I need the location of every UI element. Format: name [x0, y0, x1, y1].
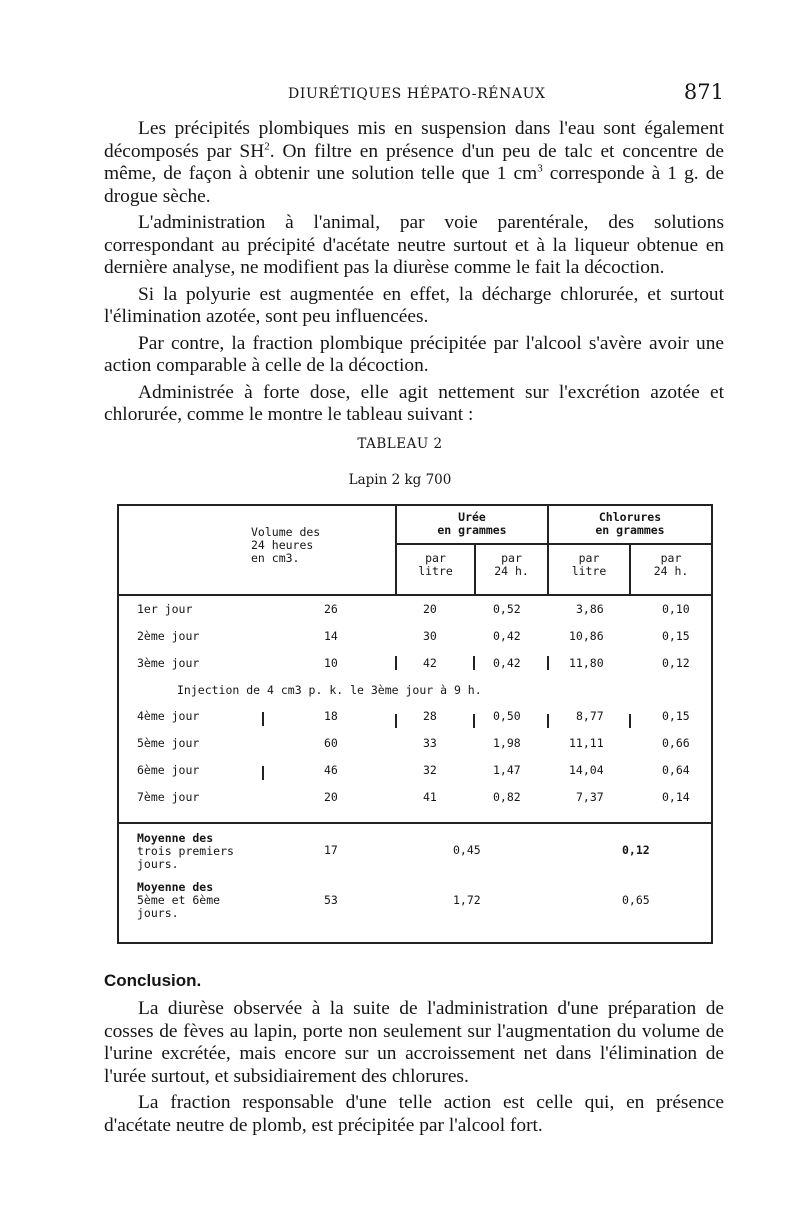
row-label: 7ème jour	[137, 790, 200, 804]
cell-chl-24h: 0,14	[662, 790, 690, 804]
cell-chl-24h: 0,64	[662, 763, 690, 777]
running-title: DIURÉTIQUES HÉPATO-RÉNAUX	[288, 86, 546, 102]
cell-uree-litre: 20	[423, 602, 437, 616]
cell-volume: 18	[324, 709, 338, 723]
paragraph: Par contre, la fraction plombique précipitée par l'alcool s'avère avoir une action comparable à celle de la décoction.	[104, 332, 724, 376]
cell-uree-24h: 0,50	[493, 709, 521, 723]
cell-uree-24h: 1,98	[493, 736, 521, 750]
paragraph: Les précipités plombiques mis en suspension dans l'eau sont également décomposés par $SH^2$. On filtre en présence d'un peu de talc et concentre de même, de façon à obtenir une solution telle que 1 $cm^3$ corresponde à 1 g. de drogue sèche.	[104, 118, 724, 207]
table-title: TABLEAU 2	[357, 436, 443, 452]
cell-uree-litre: 41	[423, 790, 437, 804]
row-label: 2ème jour	[137, 629, 200, 643]
paragraph: L'administration à l'animal, par voie parentérale, des solutions correspondant au précipité d'acétate neutre surtout et à la liqueur obtenue en dernière analyse, ne modifient pas la diurèse comme le fait la décoction.	[104, 212, 724, 278]
cell-chl-24h: 0,15	[662, 709, 690, 723]
cell-chl-litre: 11,80	[569, 656, 604, 670]
table-rule	[629, 714, 631, 728]
row-label: 5ème jour	[137, 736, 200, 750]
cell-chl-litre: 8,77	[576, 709, 604, 723]
row-label: 3ème jour	[137, 656, 200, 670]
table-rule	[119, 822, 711, 824]
table-rule	[395, 543, 711, 545]
average-volume: 53	[324, 893, 338, 907]
cell-chl-24h: 0,66	[662, 736, 690, 750]
average-chlorures: 0,65	[622, 893, 650, 907]
row-label: 1er jour	[137, 602, 193, 616]
cell-uree-litre: 28	[423, 709, 437, 723]
header-volume: Volume des 24 heures en cm3.	[251, 525, 321, 565]
cell-uree-24h: 0,82	[493, 790, 521, 804]
cell-uree-24h: 0,42	[493, 656, 521, 670]
conclusion-heading: Conclusion.	[104, 971, 202, 990]
average-label: Moyenne des 5ème et 6ème jours.	[137, 880, 221, 920]
table-rule	[547, 714, 549, 728]
cell-chl-litre: 11,11	[569, 736, 604, 750]
cell-chl-24h: 0,15	[662, 629, 690, 643]
cell-chl-24h: 0,10	[662, 602, 690, 616]
running-head	[110, 80, 724, 110]
header-chl-par-24h: par 24 h.	[653, 551, 689, 578]
cell-chl-litre: 10,86	[569, 629, 604, 643]
conclusion-text	[104, 998, 724, 1141]
average-uree: 0,45	[453, 843, 481, 857]
cell-volume: 26	[324, 602, 338, 616]
paragraph: Si la polyurie est augmentée en effet, la décharge chlorurée, et surtout l'élimination azotée, sont peu influencées.	[104, 283, 724, 327]
cell-uree-24h: 0,52	[493, 602, 521, 616]
header-chlorures: Chlorures en grammes	[595, 510, 665, 537]
table-rule	[547, 656, 549, 670]
cell-uree-24h: 1,47	[493, 763, 521, 777]
cell-volume: 46	[324, 763, 338, 777]
cell-volume: 20	[324, 790, 338, 804]
cell-uree-24h: 0,42	[493, 629, 521, 643]
cell-volume: 10	[324, 656, 338, 670]
intro-text	[104, 118, 724, 431]
table-rule	[473, 656, 475, 670]
paragraph: La fraction responsable d'une telle action est celle qui, en présence d'acétate neutre de plomb, est précipitée par l'alcool fort.	[104, 1092, 724, 1136]
header-uree: Urée en grammes	[437, 510, 507, 537]
cell-chl-litre: 3,86	[576, 602, 604, 616]
injection-note: Injection de 4 cm3 p. k. le 3ème jour à 9 h.	[177, 683, 482, 697]
table-rule	[262, 712, 264, 726]
cell-uree-litre: 30	[423, 629, 437, 643]
header-uree-par-24h: par 24 h.	[494, 551, 529, 578]
average-chlorures: 0,12	[622, 843, 650, 857]
cell-chl-litre: 14,04	[569, 763, 604, 777]
paragraph: Administrée à forte dose, elle agit nettement sur l'excrétion azotée et chlorurée, comme le montre le tableau suivant :	[104, 381, 724, 425]
cell-uree-litre: 33	[423, 736, 437, 750]
header-chl-par-litre: par litre	[571, 551, 607, 578]
average-uree: 1,72	[453, 893, 481, 907]
row-label: 6ème jour	[137, 763, 200, 777]
header-uree-par-litre: par litre	[418, 551, 453, 578]
cell-uree-litre: 42	[423, 656, 437, 670]
row-label: 4ème jour	[137, 709, 200, 723]
cell-chl-24h: 0,12	[662, 656, 690, 670]
table-rule	[395, 656, 397, 670]
page-number: 871	[683, 80, 724, 104]
average-label: Moyenne des trois premiers jours.	[137, 831, 234, 871]
data-table	[117, 504, 713, 944]
paragraph: La diurèse observée à la suite de l'administration d'une préparation de cosses de fèves au lapin, porte non seulement sur l'augmentation du volume de l'urine excrétée, mais encore sur un accroissement net dans l'élimination de l'urée surtout, et subsidiairement des chlorures.	[104, 998, 724, 1087]
cell-chl-litre: 7,37	[576, 790, 604, 804]
table-subtitle: Lapin 2 kg 700	[348, 472, 452, 488]
cell-volume: 14	[324, 629, 338, 643]
table-rule	[473, 714, 475, 728]
cell-volume: 60	[324, 736, 338, 750]
table-rule	[395, 714, 397, 728]
average-volume: 17	[324, 843, 338, 857]
cell-uree-litre: 32	[423, 763, 437, 777]
table-rule	[262, 766, 264, 780]
table-rule	[119, 594, 711, 596]
